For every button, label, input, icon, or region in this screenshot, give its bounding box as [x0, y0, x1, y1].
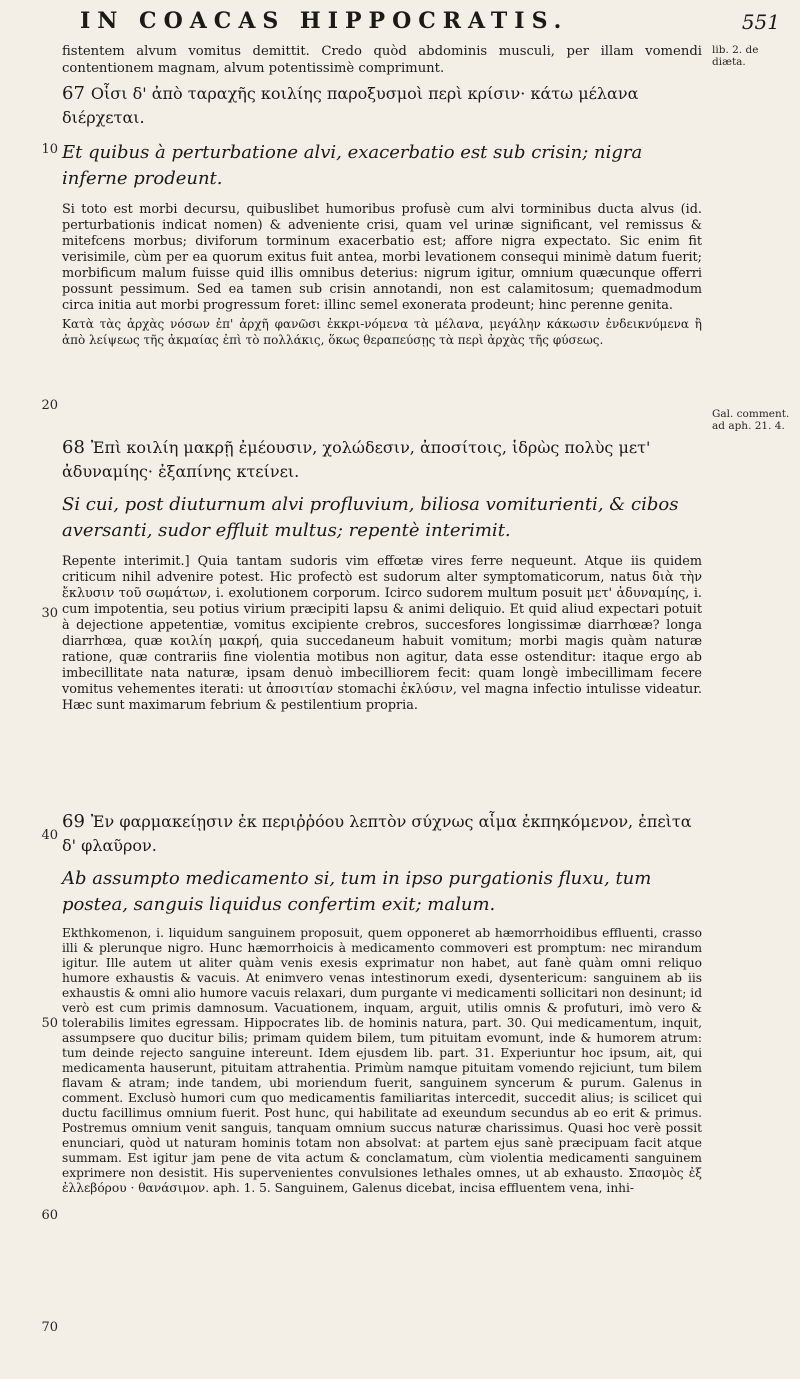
page-header — [80, 8, 780, 40]
aph68-commentary-text: Repente interimit.] Quia tantam sudoris vim effœtæ vires ferre nequeunt. Atque iis quidem criticum nihil advenire potest. Hic profectò est sudorum alter symptomaticorum, natus διὰ τὴν ἔκλυσιν τοῦ σωμάτων, i. exolutionem corporum. Icirco sudorem multum posuit μετ' ἀδυναμίης, i. cum impotentia, seu potius virium præcipiti lapsu & animi deliquio. Et quid aliud expectari potuit à dejectione appetentiæ, vomitus excipiente crebros, succesfores longissimæ diarrhœæ? longa diarrhœa, quæ κοιλίη μακρή, quia succedaneum habuit vomitum; morbi magis quàm naturæ ratione, quæ contrariis fine violentia motibus non agitur, data esse ostenditur: itaque ergo ab imbecillitate nata naturæ, ipsam denuò imbecilliorem fecit: quam longè imbecillimam fecere vomitus vehementes iterati: ut ἀποσιτίαν stomachi ἐκλύσιν, vel magna infectio intulisse videatur. Hæc sunt maximarum febrium & pestilentium propria. — [62, 554, 702, 713]
aph69-greek — [62, 810, 702, 858]
aph68-greek-text: Ἐπὶ κοιλίη μακρῇ ἐμέουσιν, χολώδεσιν, ἀποσίτοις, ἱδρὼς πολὺς μετ' ἀδυναμίης· ἐξαπίνης κτείνει. — [62, 438, 651, 481]
aph68-number: 68 — [62, 437, 85, 458]
aph69-commentary-text: Ekthkomenon, i. liquidum sanguinem proposuit, quem opponeret ab hæmorrhoidibus effluenti, crasso illi & plerunque nigro. Hunc hæmorrhoicis à medicamento commoveri est promptum: nec mirandum igitur. Ille autem ut aliter quàm venis exesis exprimatur non habet, aut fanè quàm omni reliquo humore exhaustis & vacuis. At enimvero venas intestinorum exedi, dysentericum: sanguinem ab iis exhaustis & omni alio humore vacuis relaxari, dum purgante vi medicamenti sollicitari non desinunt; id verò est cum primis damnosum. Vacuationem, inquam, arguit, utilis omnis & profuturi, imò vero & tolerabilis limites egressam. Hippocrates lib. de hominis natura, part. 30. Qui medicamentum, inquit, assumpsere quo ducitur bilis; primam quidem bilem, tum pituitam evomunt, inde & humorem atrum: tum deinde rejecto sanguine intereunt. Idem ejusdem lib. part. 31. Experiuntur hoc ipsum, ait, qui medicamenta hauserunt, pituitam attrahentia. Primùm namque pituitam vomendo rejiciunt, tum bilem flavam & atram; inde tandem, ubi moriendum fuerit, sanguinem syncerum & purum. Galenus in comment. Exclusò humori cum quo medicamentis familiaritas intercedit, succedit alius; is scilicet qui ductu facillimus omnium fuerit. Post hunc, qui habilitate ad exeundum secundus ab eo erit & primus. Postremus omnium venit sanguis, tanquam omnium succus naturæ charissimus. Quasi hoc verè possit enunciari, quòd ut naturam hominis totam non absolvat: at partem ejus sanè præcipuam facit atque summam. Est igitur jam pene de vita actum & conclamatum, cùm violentia medicamenti sanguinem exprimere non desistit. His supervenientes convulsiones lethales omnes, ut ab exhausto. Σπασμὸς ἐξ ἐλλεβόρου · θανάσιμον. aph. 1. 5. Sanguinem, Galenus dicebat, incisa effluentem vena, inhi- — [62, 926, 702, 1195]
aph68-greek — [62, 436, 702, 484]
aph69-latin: Ab assumpto medicamento si, tum in ipso purgationis fluxu, tum postea, sanguis liquidus confertim exit; malum. — [62, 868, 652, 915]
intro-paragraph — [62, 44, 702, 77]
line-number: 10 — [41, 142, 58, 157]
aph67-commentary — [62, 202, 702, 348]
aph67-greek-text: Οἷσι δ' ἀπὸ ταραχῆς κοιλίης παροξυσμοὶ περὶ κρίσιν· κάτω μέλανα διέρχεται. — [62, 84, 639, 127]
aph67-greek — [62, 82, 702, 130]
line-number: 70 — [41, 1320, 58, 1335]
aphorism-68 — [62, 436, 702, 714]
aph69-greek-text: Ἐν φαρμακείῃσιν ἐκ περιῤῥόου λεπτὸν σύχνως αἷμα ἐκπηκόμενον, ἐπεὶτα δ' φλαῦρον. — [62, 812, 692, 855]
aph67-commentary-greek: Κατὰ τὰς ἀρχὰς νόσων ἐπ' ἀρχῆ φανῶσι ἐκκρι-νόμενα τὰ μέλανα, μεγάλην κάκωσιν ἐνδεικνύμενα ἢ ἀπὸ λείψεως τῆς ἀκμαίας ἐπὶ τὸ πολλάκις, ὅκως θεραπεύσῃς τὰ περὶ ἀρχὰς τῆς φύσεως. — [62, 317, 702, 347]
aph68-commentary — [62, 554, 702, 714]
aph67-commentary-text: Si toto est morbi decursu, quibuslibet humoribus profusè cum alvi torminibus ducta alvus (id. perturbationis indicat nomen) & adveniente crisi, quam vel urinæ significant, vel remissus & mitefcens morbus; diviforum torminum exacerbatio est; affore nigra expectato. Sic enim fit verisimile, cùm per ea quorum exitus fuit antea, morbi levationem consequi minimè datum fuerit; morbificum malum fuisse quid illis omnibus deterius: nigrum igitur, omnium quæcunque offerri possunt pessimum. Sed ea tamen sub crisin annotandi, non est calamitosum; quemadmodum circa initia aut morbi progressum foret: illinc semel exonerata prodeunt; hinc perenne genita. — [62, 202, 702, 313]
margin-note-diaeta: lib. 2. de diæta. — [712, 44, 759, 68]
aphorism-67 — [62, 82, 702, 348]
aph68-latin: Si cui, post diuturnum alvi profluvium, biliosa vomiturienti, & cibos aversanti, sudor effluit multus; repentè interimit. — [62, 494, 679, 541]
line-number: 20 — [41, 398, 58, 413]
aph67-latin: Et quibus à perturbatione alvi, exacerbatio est sub crisin; nigra inferne prodeunt. — [62, 142, 643, 189]
page-number: 551 — [741, 10, 780, 34]
running-title: IN COACAS HIPPOCRATIS. — [80, 8, 569, 34]
aph69-number: 69 — [62, 811, 85, 832]
aph67-number: 67 — [62, 83, 85, 104]
aph69-commentary — [62, 926, 702, 1196]
line-number: 30 — [41, 606, 58, 621]
margin-note-galen: Gal. comment. ad aph. 21. 4. — [712, 408, 790, 432]
aphorism-69 — [62, 810, 702, 1196]
intro-text: fistentem alvum vomitus demittit. Credo quòd abdominis musculi, per illam vomendi contentionem magnam, alvum potentissimè comprimunt. — [62, 44, 702, 76]
line-number: 60 — [41, 1208, 58, 1223]
line-number: 50 — [41, 1016, 58, 1031]
line-number: 40 — [41, 828, 58, 843]
